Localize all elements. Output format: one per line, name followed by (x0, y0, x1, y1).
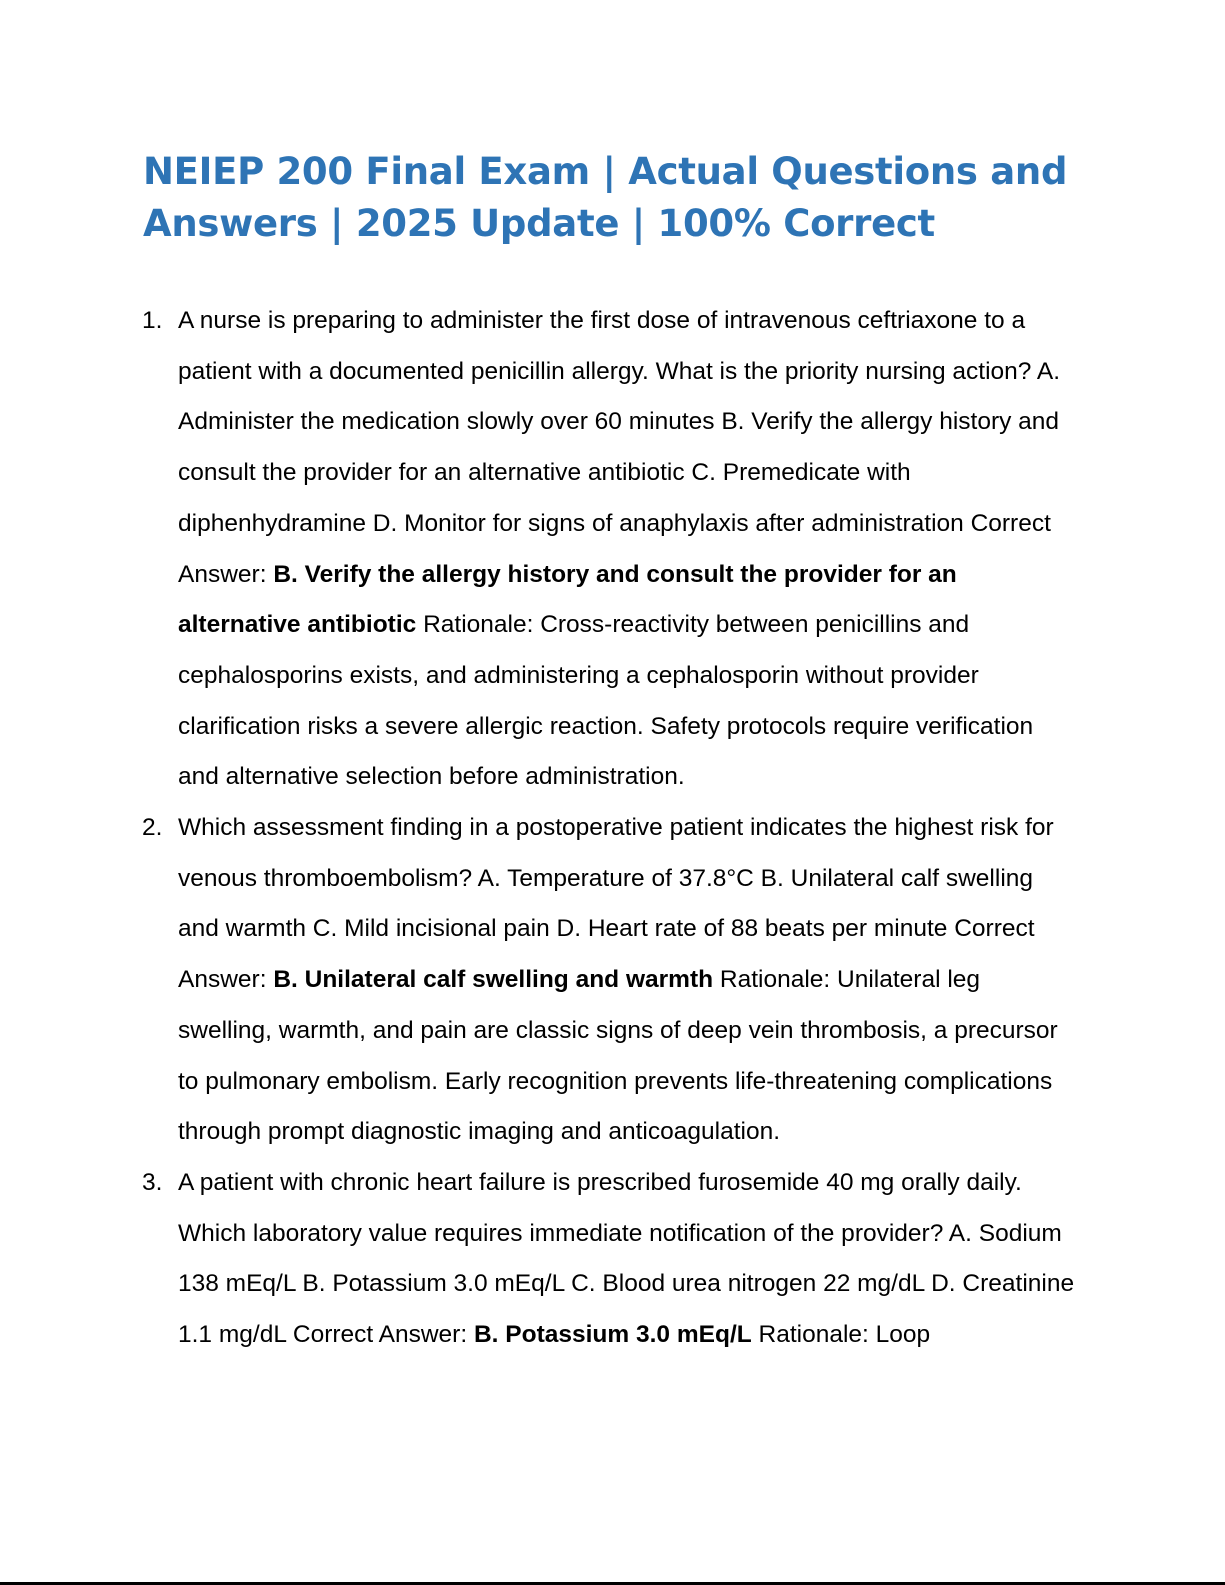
rationale-text: Rationale: Loop (758, 1321, 931, 1349)
answer-label: Correct Answer: (178, 915, 1035, 994)
correct-answer: B. Potassium 3.0 mEq/L (473, 1321, 752, 1349)
question-item (0, 296, 1078, 803)
question-body (178, 814, 1058, 1145)
question-text: Which assessment finding in a postoperative patient indicates the highest risk for venous thromboembolism? A. Temperature of 37.8°C B. Unilateral calf swelling and warmth C. Mild incisional pain D. Heart rate of 88 beats per minute (178, 814, 1054, 943)
question-number: 3. (142, 1168, 163, 1196)
correct-answer: B. Unilateral calf swelling and warmth (273, 966, 714, 994)
rationale-text: Rationale: Cross-reactivity between penicillins and cephalosporins exists, and administering a cephalosporin without provider clarification risks a severe allergic reaction. Safety protocols require verification and alternative selection before administration. (178, 611, 1034, 791)
answer-label: Correct Answer: (178, 509, 1051, 588)
question-text: A patient with chronic heart failure is prescribed furosemide 40 mg orally daily. Which laboratory value requires immediate notification of the provider? A. Sodium 138 mEq/L B. Potassium 3.0 mEq/L C. Blood urea nitrogen 22 mg/dL D. Creatinine 1.1 mg/dL (178, 1168, 1075, 1349)
question-body (178, 307, 1060, 790)
question-body (178, 1169, 1074, 1348)
correct-answer: B. Verify the allergy history and consult the provider for an alternative antibiotic (178, 560, 957, 639)
question-text: A nurse is preparing to administer the first dose of intravenous ceftriaxone to a patient with a documented penicillin allergy. What is the priority nursing action? A. Administer the medication slowly over 60 minutes B. Verify the allergy history and consult the provider for an alternative antibiotic C. Premedicate with diphenhydramine D. Monitor for signs of anaphylaxis after administration (178, 307, 1061, 537)
question-item (0, 1158, 1078, 1361)
document-title: NEIEP 200 Final Exam | Actual Questions and Answers | 2025 Update | 100% Correct (143, 150, 1068, 245)
question-item (0, 803, 1078, 1158)
rationale-text: Rationale: Unilateral leg swelling, warmth, and pain are classic signs of deep vein thrombosis, a precursor to pulmonary embolism. Early recognition prevents life-threatening complications through prompt diagnostic imaging and anticoagulation. (178, 966, 1058, 1146)
answer-label: Correct Answer: (292, 1321, 468, 1349)
question-number: 1. (142, 307, 163, 334)
question-list (0, 296, 1078, 1361)
question-number: 2. (142, 814, 163, 842)
